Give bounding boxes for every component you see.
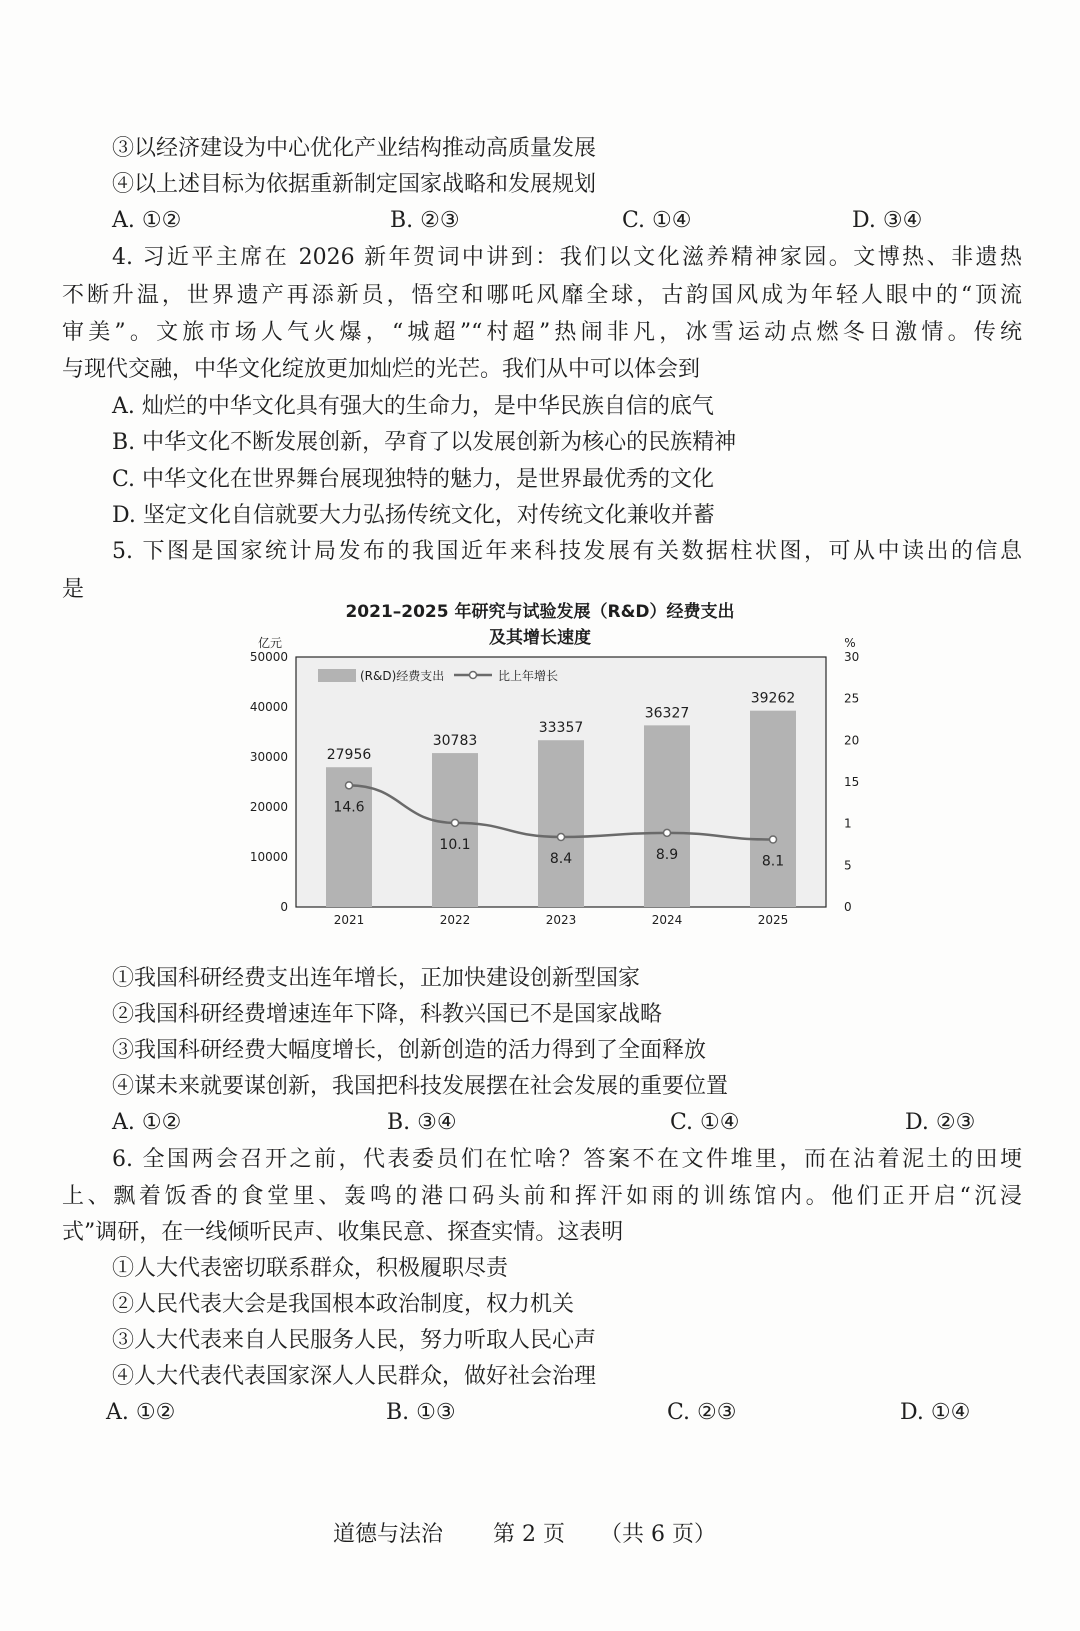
q6-statement-3: ③人大代表来自人民服务人民，努力听取人民心声 — [112, 1328, 597, 1353]
q6-statement-1: ①人大代表密切联系群众，积极履职尽责 — [112, 1256, 509, 1281]
x-tick-label: 2024 — [651, 913, 683, 927]
bar-2022 — [432, 753, 478, 907]
growth-point-2023 — [558, 834, 565, 841]
q4-option-d: D. 坚定文化自信就要大力弘扬传统文化，对传统文化兼收并蓄 — [112, 503, 715, 528]
q6-statement-2: ②人民代表大会是我国根本政治制度，权力机关 — [112, 1292, 575, 1317]
growth-point-2024 — [664, 829, 671, 836]
q4-stem-line-2: 不断升温，世界遗产再添新员，悟空和哪吒风靡全球，古韵国风成为年轻人眼中的“顶流 — [62, 283, 1022, 308]
growth-value-label: 8.9 — [655, 846, 679, 863]
growth-point-2021 — [346, 782, 353, 789]
bar-value-label: 33357 — [538, 720, 584, 737]
q5-statement-3: ③我国科研经费大幅度增长，创新创造的活力得到了全面释放 — [112, 1038, 707, 1063]
legend-line-marker — [470, 672, 477, 679]
q5-statement-1: ①我国科研经费支出连年增长，正加快建设创新型国家 — [112, 966, 641, 991]
growth-point-2022 — [452, 819, 459, 826]
y-right-unit: % — [844, 636, 856, 650]
y-left-tick-label: 20000 — [249, 800, 288, 814]
q6-option-d: D. ①④ — [900, 1400, 971, 1425]
chart-subtitle: 及其增长速度 — [489, 628, 591, 648]
q5-statement-2: ②我国科研经费增速连年下降，科教兴国已不是国家战略 — [112, 1002, 663, 1027]
y-right-tick-label: 30 — [844, 650, 860, 664]
q6-stem-line-3: 式”调研，在一线倾听民声、收集民意、探查实情。这表明 — [62, 1220, 624, 1245]
chart-title: 2021–2025 年研究与试验发展（R&D）经费支出 — [345, 602, 735, 622]
y-left-tick-label: 40000 — [249, 700, 288, 714]
y-right-tick-label: 15 — [844, 775, 860, 789]
q5-option-c: C. ①④ — [670, 1110, 740, 1135]
y-left-tick-label: 30000 — [249, 750, 288, 764]
q5-option-d: D. ②③ — [905, 1110, 976, 1135]
bar-value-label: 39262 — [750, 690, 796, 707]
bar-2025 — [750, 711, 796, 907]
q6-option-b: B. ①③ — [386, 1400, 456, 1425]
y-right-tick-label: 5 — [844, 858, 852, 873]
bar-value-label: 30783 — [432, 733, 478, 750]
legend-line-label: 比上年增长 — [498, 669, 559, 683]
x-tick-label: 2022 — [439, 913, 471, 927]
x-tick-label: 2023 — [545, 913, 577, 927]
growth-value-label: 8.4 — [549, 851, 573, 867]
q6-option-c: C. ②③ — [667, 1400, 737, 1425]
legend-bar-label: (R&D)经费支出 — [360, 669, 445, 683]
q6-stem-line-2: 上、飘着饭香的食堂里、轰鸣的港口码头前和挥汗如雨的训练馆内。他们正开启“沉浸 — [62, 1184, 1022, 1209]
q6-option-a: A. ①② — [106, 1400, 176, 1425]
bar-2023 — [538, 740, 584, 907]
y-left-tick-label: 0 — [280, 900, 288, 914]
footer-total-pages: （共 6 页） — [600, 1522, 716, 1547]
bar-value-label: 27956 — [326, 747, 372, 764]
y-left-tick-label: 50000 — [249, 650, 288, 664]
q3-statement-4: ④以上述目标为依据重新制定国家战略和发展规划 — [112, 172, 597, 197]
footer-page-number: 第 2 页 — [493, 1522, 565, 1547]
q5-option-b: B. ③④ — [387, 1110, 457, 1135]
x-tick-label: 2025 — [757, 913, 789, 927]
q4-option-b: B. 中华文化不断发展创新，孕育了以发展创新为核心的民族精神 — [112, 430, 737, 455]
y-right-tick-label: 25 — [844, 691, 860, 706]
bar-2024 — [644, 725, 690, 907]
bar-value-label: 36327 — [644, 705, 690, 722]
q6-stem-line-1: 6. 全国两会召开之前，代表委员们在忙啥？答案不在文件堆里，而在沾着泥土的田埂 — [112, 1147, 1022, 1172]
y-left-tick-label: 10000 — [249, 850, 288, 864]
x-tick-label: 2021 — [333, 913, 365, 927]
footer-subject: 道德与法治 — [333, 1522, 444, 1547]
q3-option-c: C. ①④ — [622, 208, 692, 233]
growth-value-label: 14.6 — [333, 799, 365, 816]
q3-option-b: B. ②③ — [390, 208, 460, 233]
q4-stem-line-4: 与现代交融，中华文化绽放更加灿烂的光芒。我们从中可以体会到 — [62, 357, 701, 382]
growth-point-2025 — [770, 836, 777, 843]
q4-stem-line-3: 审美”。文旅市场人气火爆，“城超”“村超”热闹非凡，冰雪运动点燃冬日激情。传统 — [62, 320, 1022, 345]
q6-statement-4: ④人大代表代表国家深人人民群众，做好社会治理 — [112, 1364, 597, 1389]
q3-statement-3: ③以经济建设为中心优化产业结构推动高质量发展 — [112, 136, 597, 161]
q5-option-a: A. ①② — [112, 1110, 182, 1135]
q4-stem-line-1: 4. 习近平主席在 2026 新年贺词中讲到：我们以文化滋养精神家园。文博热、非遗热 — [112, 245, 1022, 270]
growth-value-label: 8.1 — [761, 853, 785, 870]
q5-statement-4: ④谋未来就要谋创新，我国把科技发展摆在社会发展的重要位置 — [112, 1074, 729, 1099]
q3-option-d: D. ③④ — [852, 208, 923, 233]
growth-value-label: 10.1 — [439, 836, 471, 853]
y-left-unit: 亿元 — [257, 636, 283, 650]
q5-stem-line-1: 5. 下图是国家统计局发布的我国近年来科技发展有关数据柱状图，可从中读出的信息 — [112, 539, 1022, 564]
q4-option-a: A. 灿烂的中华文化具有强大的生命力，是中华民族自信的底气 — [112, 394, 714, 419]
rd-expenditure-chart — [0, 630, 1080, 930]
y-right-tick-label: 20 — [844, 733, 860, 748]
q3-option-a: A. ①② — [112, 208, 182, 233]
q4-option-c: C. 中华文化在世界舞台展现独特的魅力，是世界最优秀的文化 — [112, 467, 715, 492]
y-right-tick-label: 0 — [844, 900, 852, 914]
q5-stem-line-2: 是 — [62, 577, 85, 602]
y-right-tick-label: 1 — [844, 816, 852, 831]
legend-bar-swatch — [318, 669, 356, 682]
